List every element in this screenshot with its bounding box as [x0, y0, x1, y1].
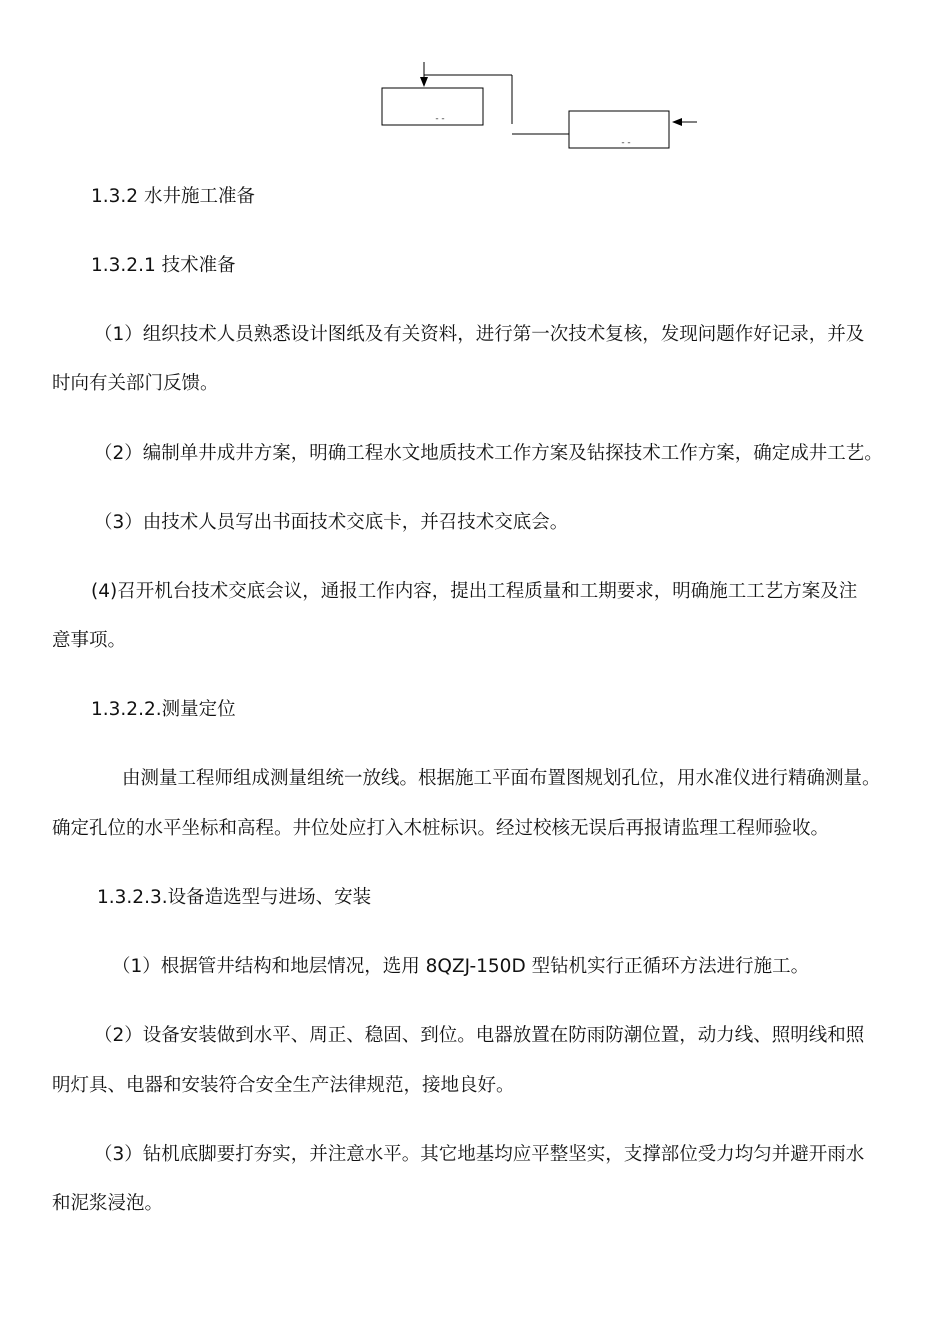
flow-diagram-fragment [0, 0, 950, 160]
para-1-line-1: （1）组织技术人员熟悉设计图纸及有关资料，进行第一次技术复核，发现问题作好记录，并及 [94, 324, 865, 345]
para-5-line-1: 由测量工程师组成测量组统一放线。根据施工平面布置图规划孔位，用水准仪进行精确测量。 [122, 768, 881, 789]
para-8-line-2: 和泥浆浸泡。 [52, 1193, 164, 1214]
flow-box-right-label: - - [621, 138, 631, 148]
para-1-line-2: 时向有关部门反馈。 [52, 373, 219, 394]
heading-1-3-2: 1.3.2 水井施工准备 [91, 186, 255, 207]
para-8-line-1: （3）钻机底脚要打夯实，并注意水平。其它地基均应平整坚实，支撑部位受力均匀并避开雨水 [94, 1144, 865, 1165]
para-6: （1）根据管井结构和地层情况，选用 8QZJ-150D 型钻机实行正循环方法进行施工。 [112, 956, 810, 977]
flow-box-left [382, 88, 483, 125]
heading-1-3-2-2: 1.3.2.2.测量定位 [91, 699, 236, 720]
flow-box-left-label: - - [435, 114, 445, 124]
para-7-line-2: 明灯具、电器和安装符合安全生产法律规范，接地良好。 [52, 1075, 515, 1096]
heading-1-3-2-3: 1.3.2.3.设备造选型与进场、安装 [97, 887, 372, 908]
heading-1-3-2-1: 1.3.2.1 技术准备 [91, 255, 236, 276]
para-7-line-1: （2）设备安装做到水平、周正、稳固、到位。电器放置在防雨防潮位置，动力线、照明线和照 [94, 1025, 865, 1046]
flow-box-right [569, 111, 669, 148]
para-4-line-1: (4)召开机台技术交底会议，通报工作内容，提出工程质量和工期要求，明确施工工艺方案及注 [91, 581, 858, 602]
para-4-line-2: 意事项。 [52, 630, 127, 651]
para-3: （3）由技术人员写出书面技术交底卡，并召技术交底会。 [94, 512, 569, 533]
para-5-line-2: 确定孔位的水平坐标和高程。井位处应打入木桩标识。经过校核无误后再报请监理工程师验收。 [52, 818, 830, 839]
para-2: （2）编制单井成井方案，明确工程水文地质技术工作方案及钻探技术工作方案，确定成井工艺。 [94, 443, 883, 464]
